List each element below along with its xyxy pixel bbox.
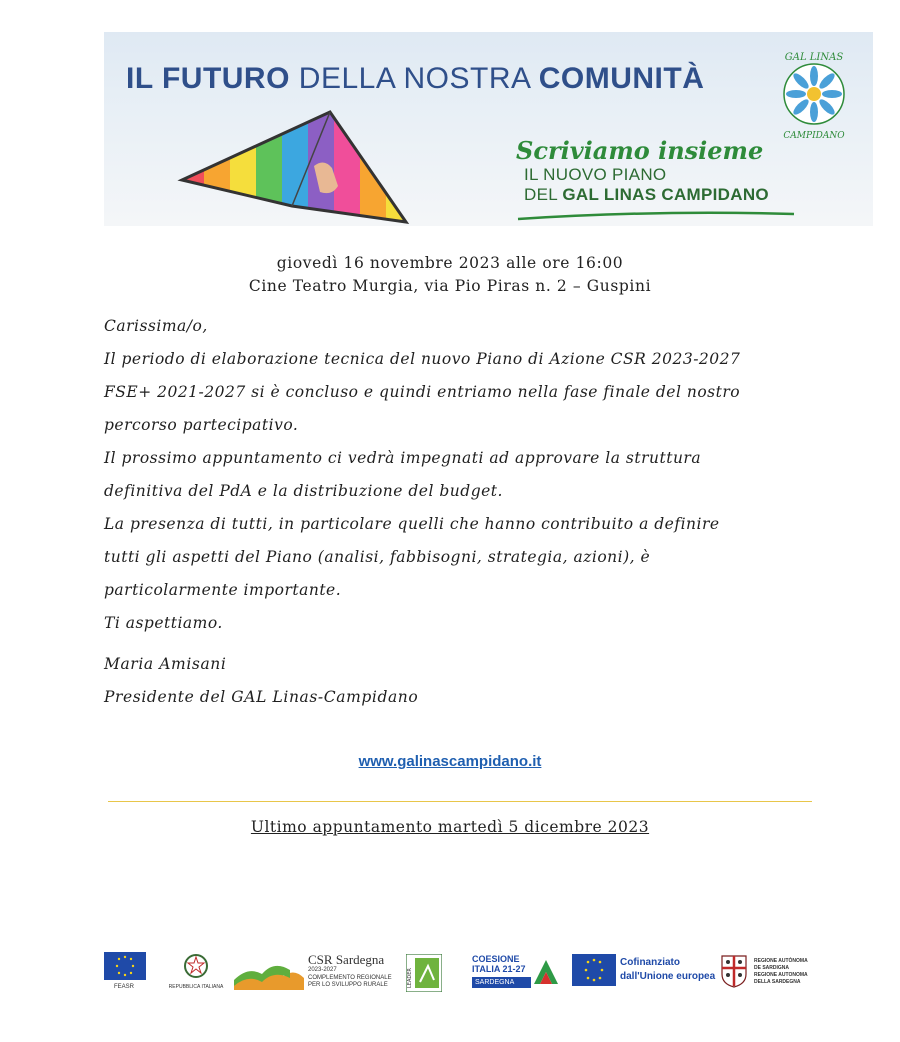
divider-line: [108, 801, 812, 802]
csr-hills-icon: [234, 956, 304, 990]
letter-line: La presenza di tutti, in particolare quelli che hanno contribuito a definire: [104, 515, 720, 533]
letter-line: Il prossimo appuntamento ci vedrà impegnati ad approvare la struttura: [104, 449, 702, 467]
banner-title: [126, 62, 704, 96]
eu-cofin-line1: Cofinanziato: [620, 957, 680, 968]
signature-name: Maria Amisani: [104, 655, 227, 673]
csr-years: 2023-2027: [308, 967, 337, 973]
eu-flag-icon: [572, 954, 616, 986]
coesione-italia-logo: [472, 952, 562, 992]
region-line4: DELLA SARDEGNA: [754, 979, 801, 985]
eu-cofin-line2: dall'Unione europea: [620, 971, 716, 982]
feasr-logo: [104, 952, 146, 992]
rainbow-kite-image: [174, 110, 474, 226]
coesione-line1: COESIONE: [472, 954, 520, 964]
region-line3: REGIONE AUTONOMA: [754, 972, 808, 978]
svg-text:GAL LINAS: GAL LINAS: [784, 52, 844, 63]
coesione-arrow-icon: [530, 954, 560, 988]
letter-line: FSE+ 2021-2027 si è concluso e quindi entriamo nella fase finale del nostro: [104, 383, 741, 401]
gal-linas-campidano-logo: [766, 46, 862, 142]
eu-cofinanziato-logo: [572, 954, 722, 988]
coesione-line2: ITALIA 21-27: [472, 964, 526, 974]
last-appointment-note: Ultimo appuntamento martedì 5 dicembre 2023: [250, 818, 650, 836]
regione-sardegna-logo: [720, 954, 810, 990]
csr-sardegna-logo: [234, 952, 392, 992]
svg-text:CAMPIDANO: CAMPIDANO: [783, 131, 845, 141]
repubblica-italiana-logo: [168, 952, 224, 992]
sardinia-crest-icon: [720, 954, 748, 988]
banner-title-part-2: DELLA NOSTRA: [298, 62, 530, 95]
repubblica-label: REPUBBLICA ITALIANA: [168, 984, 224, 990]
letter-line: tutti gli aspetti del Piano (analisi, fabbisogni, strategia, azioni), è: [104, 548, 651, 566]
event-venue: Cine Teatro Murgia, via Pio Piras n. 2 – Guspini: [248, 277, 652, 295]
letter-body: [104, 310, 824, 640]
signature-role: Presidente del GAL Linas-Campidano: [104, 688, 419, 706]
banner-title-part-1: IL FUTURO: [126, 62, 290, 95]
svg-text:LEADER: LEADER: [407, 968, 413, 988]
banner-subtitle-line2: [524, 185, 769, 205]
banner-title-part-3: COMUNITÀ: [538, 62, 705, 95]
leader-icon: [406, 954, 442, 992]
letter-line: percorso partecipativo.: [104, 416, 299, 434]
feasr-label: FEASR: [114, 984, 135, 990]
website-link[interactable]: www.galinascampidano.it: [358, 753, 542, 770]
green-swoosh-line: [516, 210, 796, 222]
letter-line: definitiva del PdA e la distribuzione del budget.: [104, 482, 503, 500]
event-date: giovedì 16 novembre 2023 alle ore 16:00: [276, 254, 624, 272]
region-line1: REGIONE AUTÒNOMA: [754, 958, 808, 964]
csr-sub1: COMPLEMENTO REGIONALE: [308, 975, 392, 981]
leader-logo: [406, 954, 442, 992]
banner-script-tagline: Scriviamo insieme: [516, 136, 764, 165]
letter-line: Ti aspettiamo.: [104, 614, 223, 632]
csr-sub2: PER LO SVILUPPO RURALE: [308, 982, 388, 988]
italian-emblem-icon: [182, 952, 210, 980]
letter-line: particolarmente importante.: [104, 581, 342, 599]
eu-flag-icon: [104, 952, 146, 980]
letter-salutation: Carissima/o,: [104, 317, 208, 335]
banner-subtitle-prefix: DEL: [524, 185, 558, 204]
banner-subtitle-line1: IL NUOVO PIANO: [524, 165, 667, 184]
banner-subtitle-bold: GAL LINAS CAMPIDANO: [562, 185, 769, 204]
region-line2: DE SARDIGNA: [754, 965, 790, 971]
csr-title: CSR Sardegna: [308, 952, 385, 967]
letter-line: Il periodo di elaborazione tecnica del nuovo Piano di Azione CSR 2023-2027: [104, 350, 741, 368]
header-banner: [104, 32, 873, 226]
coesione-line3: SARDEGNA: [472, 977, 531, 988]
